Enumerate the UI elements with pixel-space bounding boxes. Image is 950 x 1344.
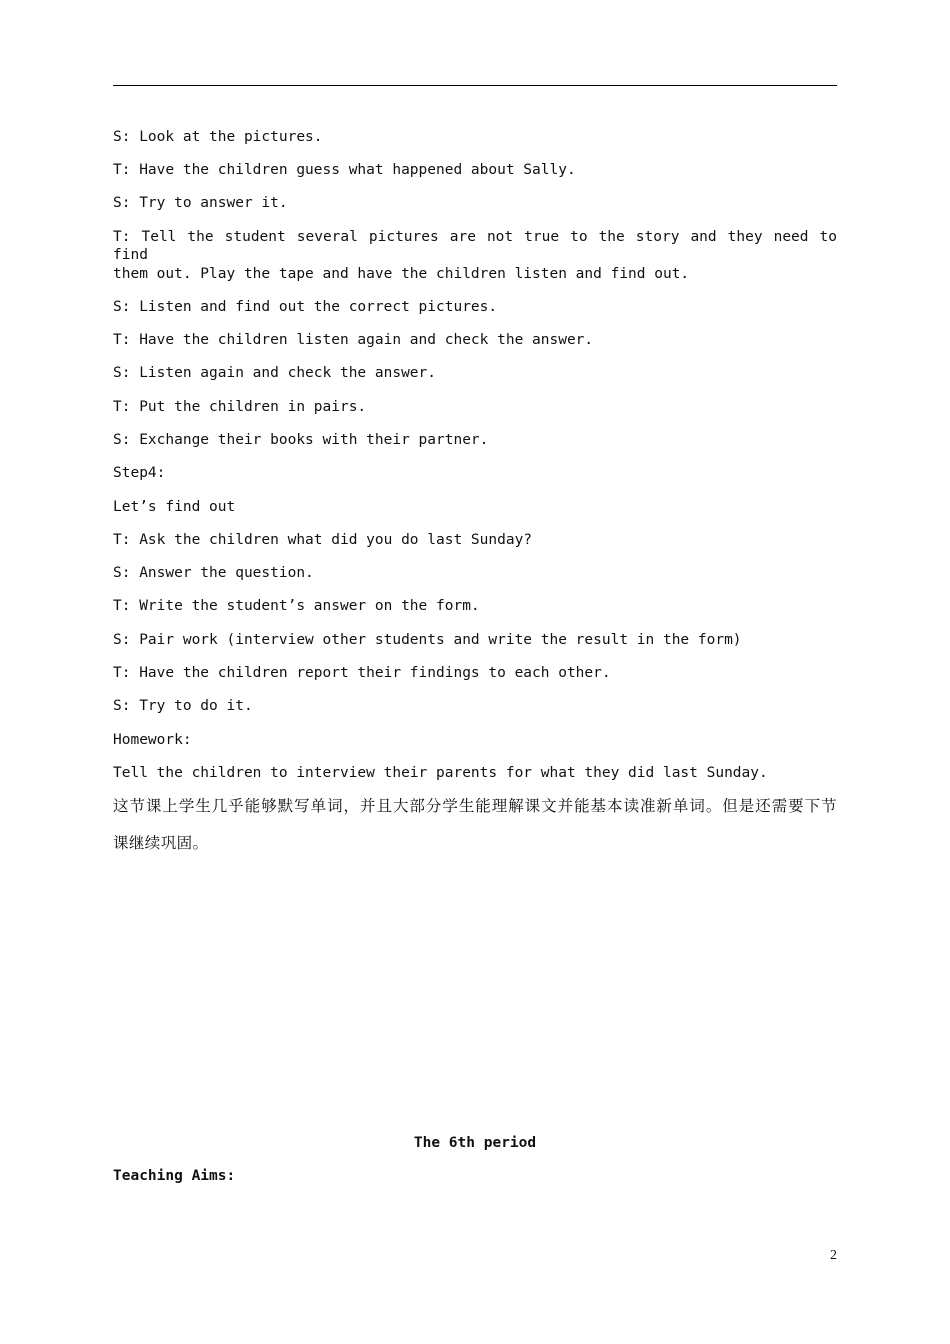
subheading: Teaching Aims: [113,1168,236,1184]
text-line: T: Have the children listen again and check the answer. [113,332,594,348]
text-line: T: Write the student’s answer on the form. [113,598,480,614]
text-line: T: Ask the children what did you do last Sunday? [113,532,533,548]
text-line: S: Try to answer it. [113,195,288,211]
text-line: Step4: [113,465,166,481]
text-line: S: Pair work (interview other students and write the result in the form) [113,632,742,648]
text-line: S: Exchange their books with their partner. [113,432,489,448]
text-line: T: Have the children report their findings to each other. [113,665,611,681]
text-line: Homework: [113,732,192,748]
text-line: S: Answer the question. [113,565,314,581]
text-line: Let’s find out [113,499,236,515]
text-line: T: Put the children in pairs. [113,399,367,415]
text-line: S: Listen and find out the correct pictures. [113,299,498,315]
header-rule [113,85,837,86]
section-title: The 6th period [413,1135,537,1151]
text-line: T: Have the children guess what happened about Sally. [113,162,576,178]
text-line: S: Look at the pictures. [113,129,323,145]
text-line: 课继续巩固。 [113,834,209,852]
text-line: T: Tell the student several pictures are not true to the story and they need to find [113,229,837,263]
text-line: them out. Play the tape and have the children listen and find out. [113,266,690,282]
text-line: 这节课上学生几乎能够默写单词，并且大部分学生能理解课文并能基本读准新单词。但是还需要下节 [113,797,837,815]
text-line: S: Try to do it. [113,698,253,714]
text-line: S: Listen again and check the answer. [113,365,437,381]
page-number: 2 [830,1248,837,1263]
text-line: Tell the children to interview their parents for what they did last Sunday. [113,765,768,781]
